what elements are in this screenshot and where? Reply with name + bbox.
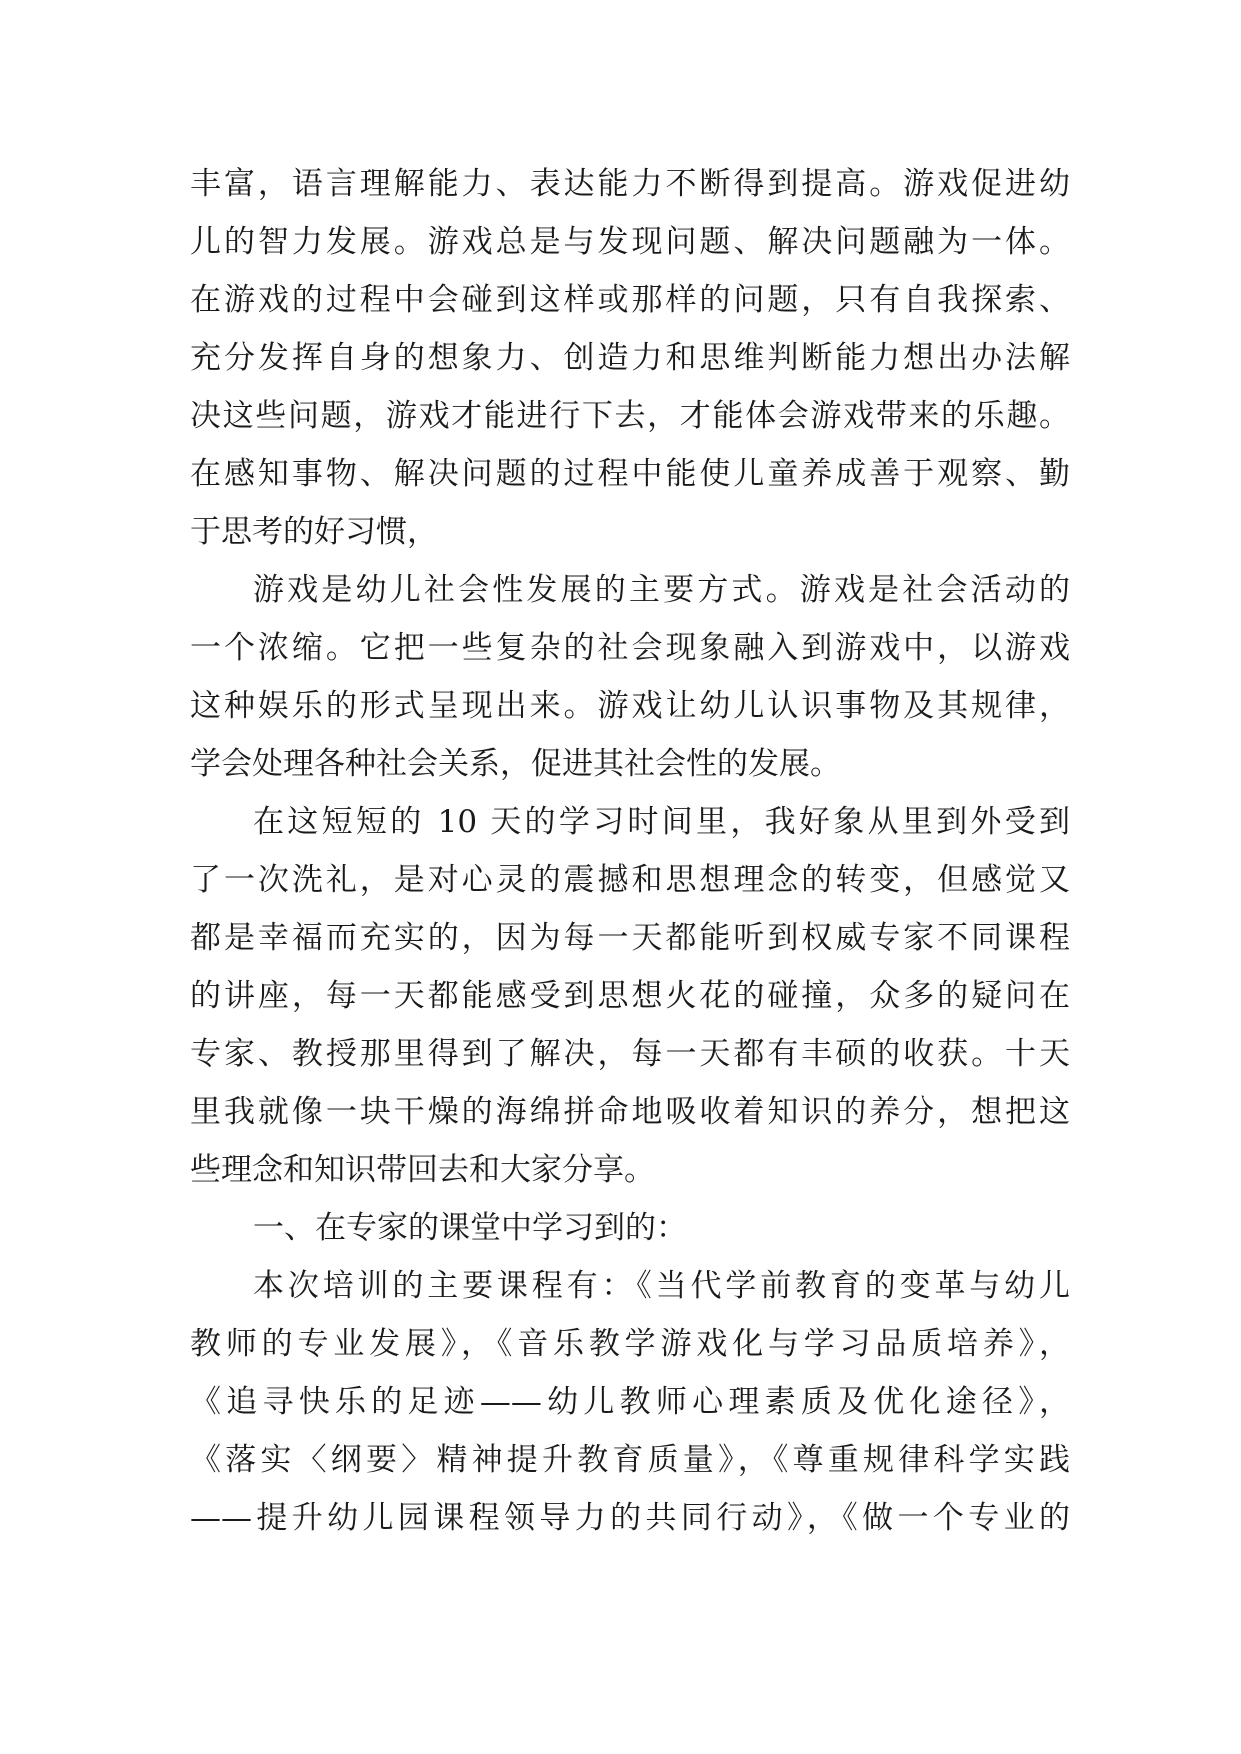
text-line: 些理念和知识带回去和大家分享。 (190, 1152, 655, 1188)
paragraph-first-line: 在这短短的 10 天的学习时间里，我好象从里到外受到 (253, 804, 1070, 840)
text-line: 儿的智力发展。游戏总是与发现问题、解决问题融为一体。 (190, 224, 1070, 260)
text-line: 教师的专业发展》，《音乐教学游戏化与学习品质培养》， (190, 1326, 1070, 1362)
text-line: 丰富，语言理解能力、表达能力不断得到提高。游戏促进幼 (190, 166, 1070, 202)
text-line: 在游戏的过程中会碰到这样或那样的问题，只有自我探索、 (190, 282, 1070, 318)
text-line: 《追寻快乐的足迹——幼儿教师心理素质及优化途径》， (190, 1384, 1070, 1420)
section-heading: 一、在专家的课堂中学习到的： (253, 1210, 687, 1246)
paragraph-first-line: 本次培训的主要课程有：《当代学前教育的变革与幼儿 (253, 1268, 1070, 1304)
text-line: 《落实〈纲要〉精神提升教育质量》，《尊重规律科学实践 (190, 1442, 1070, 1478)
text-line: 于思考的好习惯， (190, 514, 438, 550)
text-line: 这种娱乐的形式呈现出来。游戏让幼儿认识事物及其规律， (190, 688, 1070, 724)
text-line: 专家、教授那里得到了解决，每一天都有丰硕的收获。十天 (190, 1036, 1070, 1072)
text-line: 充分发挥自身的想象力、创造力和思维判断能力想出办法解 (190, 340, 1070, 376)
text-line: 了一次洗礼，是对心灵的震撼和思想理念的转变，但感觉又 (190, 862, 1070, 898)
text-line: 学会处理各种社会关系，促进其社会性的发展。 (190, 746, 841, 782)
paragraph-first-line: 游戏是幼儿社会性发展的主要方式。游戏是社会活动的 (253, 572, 1070, 608)
text-line: 都是幸福而充实的，因为每一天都能听到权威专家不同课程 (190, 920, 1070, 956)
text-line: 在感知事物、解决问题的过程中能使儿童养成善于观察、勤 (190, 456, 1070, 492)
text-line: 里我就像一块干燥的海绵拼命地吸收着知识的养分，想把这 (190, 1094, 1070, 1130)
text-line: 的讲座，每一天都能感受到思想火花的碰撞，众多的疑问在 (190, 978, 1070, 1014)
text-line: 一个浓缩。它把一些复杂的社会现象融入到游戏中，以游戏 (190, 630, 1070, 666)
text-line: ——提升幼儿园课程领导力的共同行动》，《做一个专业的 (190, 1500, 1070, 1536)
text-line: 决这些问题，游戏才能进行下去，才能体会游戏带来的乐趣。 (190, 398, 1070, 434)
